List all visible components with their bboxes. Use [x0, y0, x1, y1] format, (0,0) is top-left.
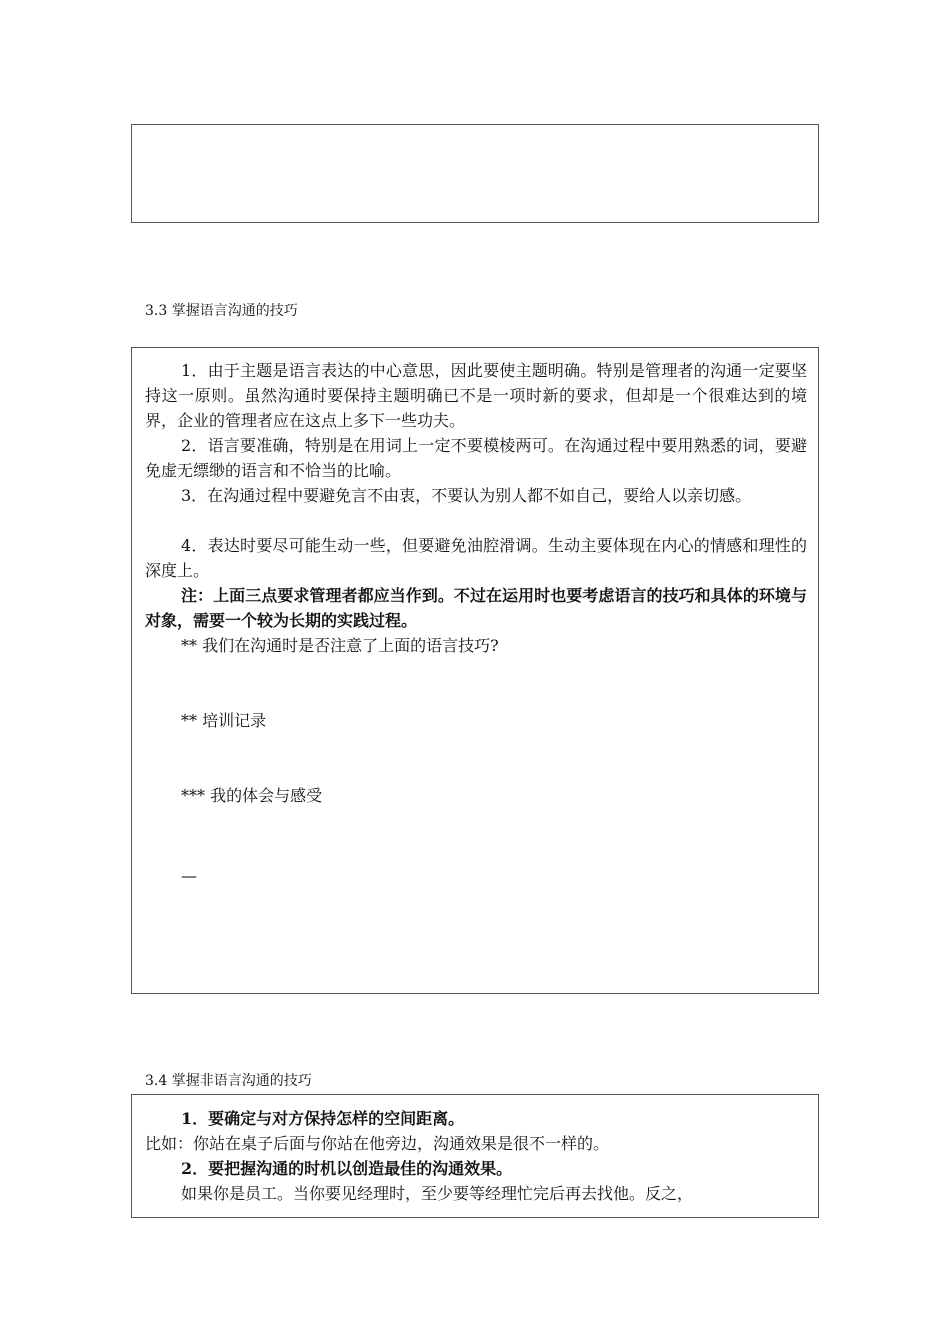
paragraph-2: 2．语言要准确，特别是在用词上一定不要模棱两可。在沟通过程中要用熟悉的词，要避免虚无缥缈的语言和不恰当的比喻。 [145, 436, 807, 480]
item-2-text: 如果你是员工。当你要见经理时，至少要等经理忙完后再去找他。反之， [181, 1184, 694, 1203]
empty-text-box [131, 124, 819, 223]
training-record-line: ** 培训记录 [181, 711, 267, 730]
reflection-line: *** 我的体会与感受 [181, 786, 323, 805]
paragraph-4: 4．表达时要尽可能生动一些，但要避免油腔滑调。生动主要体现在内心的情感和理性的深度上。 [145, 536, 807, 580]
paragraph-3: 3．在沟通过程中要避免言不由衷，不要认为别人都不如自己，要给人以亲切感。 [181, 486, 752, 505]
item-1-text: 比如：你站在桌子后面与你站在他旁边，沟通效果是很不一样的。 [145, 1134, 610, 1153]
note-paragraph: 注：上面三点要求管理者都应当作到。不过在运用时也要考虑语言的技巧和具体的环境与对象，需要一个较为长期的实践过程。 [145, 586, 807, 630]
dash-line: — [181, 866, 197, 885]
paragraph-1: 1．由于主题是语言表达的中心意思，因此要使主题明确。特别是管理者的沟通一定要坚持这一原则。虽然沟通时要保持主题明确已不是一项时新的要求，但却是一个很难达到的境界，企业的管理者应在这点上多下一些功夫。 [145, 361, 807, 430]
item-1-title: 1．要确定与对方保持怎样的空间距离。 [181, 1109, 465, 1128]
section-34-heading: 3.4 掌握非语言沟通的技巧 [145, 1073, 312, 1089]
question-line: ** 我们在沟通时是否注意了上面的语言技巧? [181, 636, 499, 655]
section-33-heading: 3.3 掌握语言沟通的技巧 [145, 303, 298, 319]
item-2-title: 2．要把握沟通的时机以创造最佳的沟通效果。 [181, 1159, 513, 1178]
